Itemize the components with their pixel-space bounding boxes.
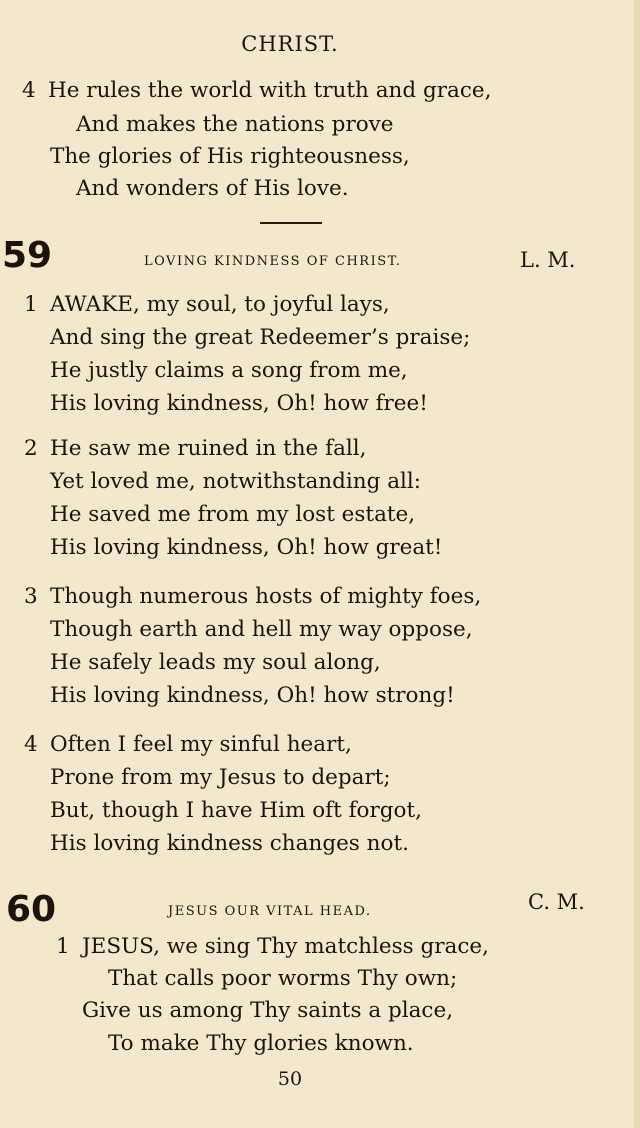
verse-text: JESUS, we sing Thy matchless grace,	[82, 934, 489, 959]
hymn-number: 59	[2, 235, 53, 276]
verse-line: He saved me from my lost estate,	[50, 502, 416, 527]
verse-text: AWAKE, my soul, to joyful lays,	[50, 292, 390, 317]
verse-number: 2	[24, 436, 38, 461]
verse-text: Though numerous hosts of mighty foes,	[50, 584, 482, 609]
verse-line	[24, 294, 390, 316]
verse-number: 4	[22, 78, 36, 103]
verse-line: Though earth and hell my way oppose,	[50, 617, 473, 642]
verse-line: His loving kindness changes not.	[50, 831, 409, 856]
hymn-meter: C. M.	[528, 890, 585, 914]
verse-line: He safely leads my soul along,	[50, 650, 381, 675]
verse-line	[24, 438, 366, 460]
verse-text: He saw me ruined in the fall,	[50, 436, 367, 461]
verse-line: The glories of His righteousness,	[50, 144, 410, 169]
hymn-number: 60	[6, 889, 57, 930]
page-header: CHRIST.	[241, 32, 339, 56]
hymn-title: JESUS OUR VITAL HEAD.	[168, 904, 372, 919]
page-number: 50	[277, 1068, 303, 1090]
verse-line: Give us among Thy saints a place,	[82, 998, 454, 1023]
verse-number: 1	[56, 934, 70, 959]
divider-rule	[260, 222, 322, 224]
verse-line	[56, 936, 489, 958]
verse-number: 1	[24, 292, 38, 317]
verse-line: Prone from my Jesus to depart;	[50, 765, 391, 790]
verse-line: His loving kindness, Oh! how great!	[50, 535, 443, 560]
verse-line	[24, 586, 481, 608]
verse-line: To make Thy glories known.	[108, 1031, 414, 1056]
verse-text: Often I feel my sinful heart,	[50, 732, 352, 757]
verse-line	[22, 80, 491, 102]
verse-line: That calls poor worms Thy own;	[108, 966, 458, 991]
verse-number: 4	[24, 732, 38, 757]
verse-text: He rules the world with truth and grace,	[48, 78, 492, 103]
verse-line: And makes the nations prove	[76, 112, 394, 137]
verse-line: His loving kindness, Oh! how free!	[50, 391, 428, 416]
hymn-title: LOVING KINDNESS OF CHRIST.	[144, 254, 402, 269]
verse-line	[24, 734, 352, 756]
verse-line: And sing the great Redeemer’s praise;	[50, 325, 471, 350]
hymn-meter: L. M.	[520, 248, 576, 272]
verse-line: But, though I have Him oft forgot,	[50, 798, 422, 823]
verse-line: Yet loved me, notwithstanding all:	[50, 469, 422, 494]
verse-number: 3	[24, 584, 38, 609]
verse-line: He justly claims a song from me,	[50, 358, 408, 383]
verse-line: His loving kindness, Oh! how strong!	[50, 683, 455, 708]
verse-line: And wonders of His love.	[76, 176, 349, 201]
page-edge	[634, 0, 640, 1128]
